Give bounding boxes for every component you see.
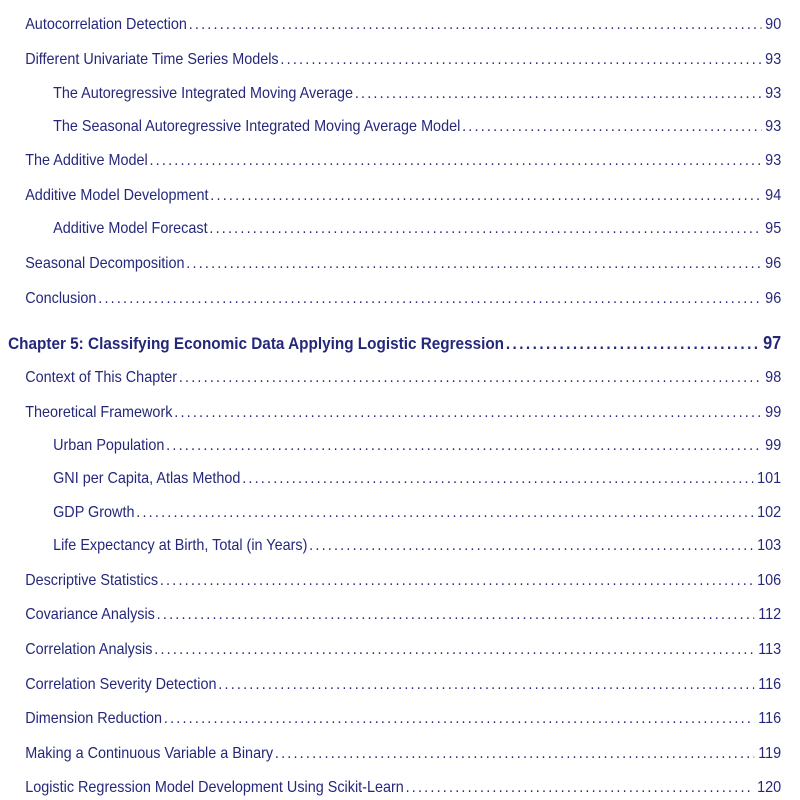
toc-entry[interactable] bbox=[0, 534, 781, 558]
toc-entry-page: 96 bbox=[765, 255, 782, 272]
toc-entry-page: 90 bbox=[765, 16, 782, 33]
toc-entry-page: 106 bbox=[757, 572, 782, 589]
dot-leader bbox=[218, 673, 754, 697]
dot-leader bbox=[242, 467, 753, 491]
toc-entry-page: 93 bbox=[765, 51, 782, 68]
toc-entry-page: 101 bbox=[757, 470, 782, 487]
toc-entry[interactable] bbox=[0, 252, 781, 276]
toc-entry-title: Urban Population bbox=[53, 437, 165, 454]
toc-entry[interactable] bbox=[0, 401, 781, 425]
toc-entry-title: Correlation Severity Detection bbox=[25, 676, 217, 693]
toc-entry[interactable] bbox=[0, 742, 781, 766]
toc-entry-title: Additive Model Forecast bbox=[53, 220, 208, 237]
toc-entry-page: 96 bbox=[765, 290, 782, 307]
toc-entry-page: 99 bbox=[765, 404, 782, 421]
toc-entry[interactable] bbox=[0, 48, 781, 72]
dot-leader bbox=[506, 332, 760, 356]
toc-entry-title: GNI per Capita, Atlas Method bbox=[53, 470, 241, 487]
toc-entry[interactable] bbox=[0, 434, 781, 458]
toc-entry-page: 93 bbox=[765, 152, 782, 169]
toc-entry[interactable] bbox=[0, 287, 781, 311]
toc-entry-title: Correlation Analysis bbox=[25, 641, 153, 658]
toc-entry[interactable] bbox=[0, 707, 781, 731]
dot-leader bbox=[154, 638, 754, 662]
toc-entry-page: 120 bbox=[757, 779, 782, 796]
dot-leader bbox=[157, 603, 755, 627]
toc-entry-title: The Additive Model bbox=[25, 152, 148, 169]
toc-entry-title: Logistic Regression Model Development Using Scikit-Learn bbox=[25, 779, 404, 796]
toc-entry-page: 102 bbox=[757, 504, 782, 521]
toc-entry-page: 113 bbox=[758, 641, 782, 658]
toc-entry-page: 98 bbox=[765, 369, 782, 386]
toc-entry-page: 103 bbox=[757, 537, 782, 554]
toc-chapter-entry[interactable] bbox=[0, 331, 781, 355]
toc-entry-title: Dimension Reduction bbox=[25, 710, 163, 727]
toc-entry[interactable] bbox=[0, 217, 781, 241]
dot-leader bbox=[406, 776, 754, 800]
toc-entry-page: 116 bbox=[758, 676, 782, 693]
toc-entry-page: 94 bbox=[765, 187, 782, 204]
toc-entry-page: 93 bbox=[765, 118, 782, 135]
toc-entry-page: 95 bbox=[765, 220, 782, 237]
dot-leader bbox=[174, 401, 761, 425]
toc-entry-title: Additive Model Development bbox=[25, 187, 209, 204]
dot-leader bbox=[275, 742, 755, 766]
dot-leader bbox=[186, 252, 761, 276]
toc-entry-title: The Seasonal Autoregressive Integrated Moving Average Model bbox=[53, 118, 461, 135]
toc-entry-title: GDP Growth bbox=[53, 504, 135, 521]
dot-leader bbox=[149, 149, 761, 173]
toc-entry-page: 112 bbox=[758, 606, 782, 623]
dot-leader bbox=[355, 82, 762, 106]
toc-entry[interactable] bbox=[0, 82, 781, 106]
dot-leader bbox=[309, 534, 753, 558]
toc-entry-page: 99 bbox=[765, 437, 782, 454]
dot-leader bbox=[164, 707, 755, 731]
dot-leader bbox=[462, 115, 761, 139]
dot-leader bbox=[210, 184, 761, 208]
toc-entry[interactable] bbox=[0, 603, 781, 627]
toc-entry-title: Covariance Analysis bbox=[25, 606, 155, 623]
toc-entry[interactable] bbox=[0, 638, 781, 662]
toc-entry[interactable] bbox=[0, 115, 781, 139]
toc-entry-title: Making a Continuous Variable a Binary bbox=[25, 745, 274, 762]
toc-chapter-page: 97 bbox=[763, 333, 782, 353]
toc-entry-title: Descriptive Statistics bbox=[25, 572, 159, 589]
toc-entry-title: Context of This Chapter bbox=[25, 369, 178, 386]
toc-entry[interactable] bbox=[0, 366, 781, 390]
toc-entry-title: Autocorrelation Detection bbox=[25, 16, 187, 33]
toc-chapter-title: Chapter 5: Classifying Economic Data Applying Logistic Regression bbox=[8, 334, 505, 353]
toc-entry-page: 119 bbox=[758, 745, 782, 762]
toc-entry[interactable] bbox=[0, 569, 781, 593]
toc-entry[interactable] bbox=[0, 501, 781, 525]
dot-leader bbox=[209, 217, 761, 241]
toc-entry[interactable] bbox=[0, 776, 781, 800]
toc-entry-title: Conclusion bbox=[25, 290, 97, 307]
toc-entry[interactable] bbox=[0, 467, 781, 491]
dot-leader bbox=[136, 501, 753, 525]
toc-entry-page: 93 bbox=[765, 85, 782, 102]
toc-entry-title: Theoretical Framework bbox=[25, 404, 173, 421]
toc-entry[interactable] bbox=[0, 13, 781, 37]
toc-entry[interactable] bbox=[0, 184, 781, 208]
dot-leader bbox=[189, 13, 762, 37]
toc-entry-title: Different Univariate Time Series Models bbox=[25, 51, 279, 68]
dot-leader bbox=[166, 434, 761, 458]
toc-entry-title: Seasonal Decomposition bbox=[25, 255, 185, 272]
toc-entry-title: The Autoregressive Integrated Moving Average bbox=[53, 85, 354, 102]
toc-entry[interactable] bbox=[0, 149, 781, 173]
dot-leader bbox=[98, 287, 761, 311]
toc-entry-title: Life Expectancy at Birth, Total (in Years) bbox=[53, 537, 308, 554]
dot-leader bbox=[280, 48, 761, 72]
toc-entry[interactable] bbox=[0, 673, 781, 697]
toc-entry-page: 116 bbox=[758, 710, 782, 727]
dot-leader bbox=[160, 569, 754, 593]
dot-leader bbox=[179, 366, 762, 390]
